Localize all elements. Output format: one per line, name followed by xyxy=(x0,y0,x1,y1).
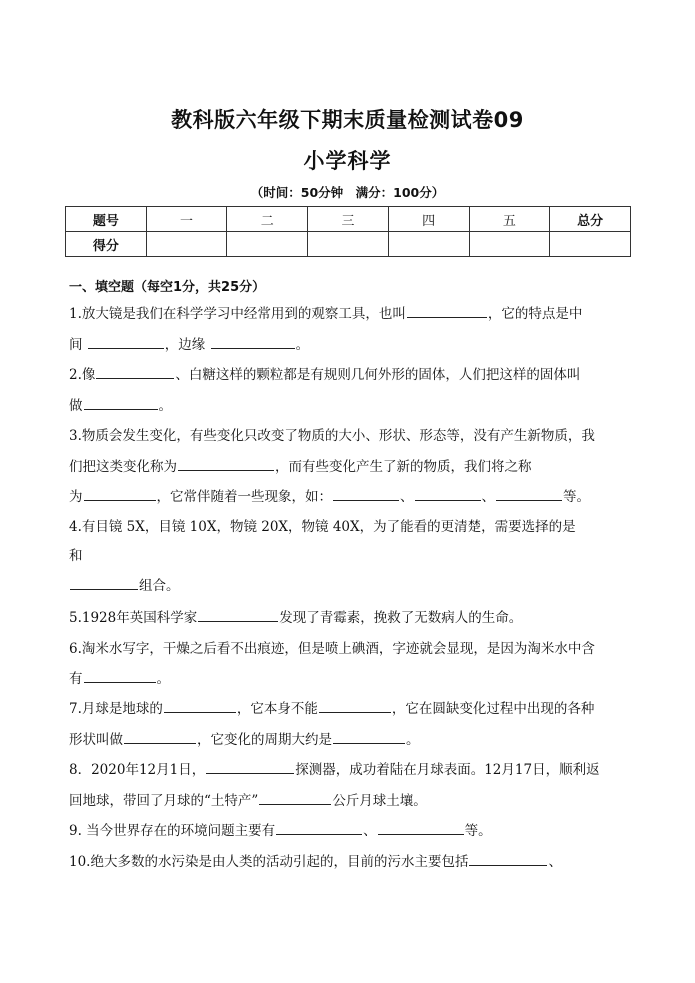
answer-blank[interactable] xyxy=(84,395,158,410)
q7-text-c: ，它在圆缺变化过程中出现的各种 xyxy=(391,701,595,717)
answer-blank[interactable] xyxy=(407,303,487,318)
exam-subtitle: 小学科学 xyxy=(303,149,392,173)
score-col-2: 二 xyxy=(227,207,308,232)
answer-blank[interactable] xyxy=(164,698,236,713)
q6-text-a: 6.淘米水写字，干燥之后看不出痕迹，但是喷上碘酒，字迹就会显现，是因为淘米水中含 xyxy=(69,641,595,657)
answer-blank[interactable] xyxy=(378,820,464,835)
answer-blank[interactable] xyxy=(198,607,278,622)
score-cell[interactable] xyxy=(388,232,469,257)
score-col-4: 四 xyxy=(388,207,469,232)
q2-text-b: 、白糖这样的颗粒都是有规则几何外形的固体，人们把这样的固体叫 xyxy=(175,367,581,383)
answer-blank[interactable] xyxy=(70,575,138,590)
answer-blank[interactable] xyxy=(415,486,481,501)
q1-text-d: ，边缘 xyxy=(164,337,210,353)
answer-blank[interactable] xyxy=(211,334,295,349)
question-1-line-1 xyxy=(69,299,634,329)
score-col-3: 三 xyxy=(308,207,389,232)
score-table-header-row xyxy=(66,207,631,232)
q7-text-a: 7.月球是地球的 xyxy=(69,701,163,717)
answer-blank[interactable] xyxy=(469,851,547,866)
q3-text-a: 3.物质会发生变化，有些变化只改变了物质的大小、形状、形态等，没有产生新物质，我 xyxy=(69,428,595,444)
q6-text-b: 有 xyxy=(69,671,83,687)
q6-text-c: 。 xyxy=(156,671,170,687)
score-table-score-row xyxy=(66,232,631,257)
q7-text-b: ，它本身不能 xyxy=(236,701,318,717)
q5-text-b: 发现了青霉素，挽救了无数病人的生命。 xyxy=(279,610,523,626)
q7-text-e: ，它变化的周期大约是 xyxy=(197,732,332,748)
answer-blank[interactable] xyxy=(276,820,362,835)
answer-blank[interactable] xyxy=(259,790,331,805)
question-3-line-3 xyxy=(69,482,634,512)
question-10 xyxy=(69,847,634,877)
q3-text-f: 、 xyxy=(400,489,414,505)
answer-blank[interactable] xyxy=(496,486,562,501)
answer-blank[interactable] xyxy=(178,456,274,471)
q8-text-b: 探测器，成功着陆在月球表面。12月17日，顺利返 xyxy=(295,762,600,778)
score-col-5: 五 xyxy=(469,207,550,232)
q1-text-a: 1.放大镜是我们在科学学习中经常用到的观察工具，也叫 xyxy=(69,306,406,322)
score-cell[interactable] xyxy=(469,232,550,257)
score-cell[interactable] xyxy=(550,232,631,257)
q5-text-a: 5.1928年英国科学家 xyxy=(69,610,198,626)
question-7-line-1 xyxy=(69,694,634,724)
question-5 xyxy=(69,603,634,633)
question-6-line-2 xyxy=(69,664,634,694)
question-2-line-1 xyxy=(69,360,634,390)
time-info: （时间：50分钟 满分：100分） xyxy=(250,185,445,200)
answer-blank[interactable] xyxy=(206,759,294,774)
score-cell[interactable] xyxy=(227,232,308,257)
question-9 xyxy=(69,816,634,846)
q4-text-c: 组合。 xyxy=(139,578,180,594)
score-cell[interactable] xyxy=(308,232,389,257)
answer-blank[interactable] xyxy=(333,486,399,501)
q8-text-a: 8．2020年12月1日， xyxy=(69,762,206,778)
question-8-line-1 xyxy=(69,755,634,785)
question-4-line-2 xyxy=(69,541,634,571)
q9-text-a: 9. 当今世界存在的环境问题主要有 xyxy=(69,823,276,839)
q8-text-d: 公斤月球土壤。 xyxy=(332,793,427,809)
answer-blank[interactable] xyxy=(88,334,164,349)
question-4-line-3 xyxy=(69,571,634,601)
q7-text-f: 。 xyxy=(406,732,420,748)
question-8-line-2 xyxy=(69,786,634,816)
q2-text-a: 2.像 xyxy=(69,367,96,383)
q9-text-c: 等。 xyxy=(464,823,492,839)
score-header-label: 题号 xyxy=(66,207,147,232)
question-4-line-1 xyxy=(69,512,634,542)
question-3-line-2 xyxy=(69,452,634,482)
q3-text-h: 等。 xyxy=(563,489,590,505)
q2-text-d: 。 xyxy=(158,398,172,414)
q2-text-c: 做 xyxy=(69,398,83,414)
score-col-total: 总分 xyxy=(550,207,631,232)
question-2-line-2 xyxy=(69,391,634,421)
answer-blank[interactable] xyxy=(84,668,156,683)
q9-text-b: 、 xyxy=(363,823,377,839)
section-heading: 一、填空题（每空1分，共25分） xyxy=(69,280,266,295)
score-cell[interactable] xyxy=(146,232,227,257)
answer-blank[interactable] xyxy=(333,729,405,744)
question-6-line-1 xyxy=(69,634,634,664)
answer-blank[interactable] xyxy=(124,729,196,744)
answer-blank[interactable] xyxy=(84,486,156,501)
exam-title: 教科版六年级下期末质量检测试卷09 xyxy=(171,108,524,132)
question-3-line-1 xyxy=(69,421,634,451)
question-1-line-2 xyxy=(69,330,634,360)
question-7-line-2 xyxy=(69,725,634,755)
score-table xyxy=(65,206,631,257)
q10-text-b: 、 xyxy=(548,854,562,870)
q1-text-c: 间 xyxy=(69,337,87,353)
q3-text-c: ，而有些变化产生了新的物质，我们将之称 xyxy=(275,459,532,475)
q7-text-d: 形状叫做 xyxy=(69,732,123,748)
q4-text-b: 和 xyxy=(69,548,83,564)
q3-text-e: ，它常伴随着一些现象，如： xyxy=(156,489,332,505)
score-row-label: 得分 xyxy=(66,232,147,257)
score-col-1: 一 xyxy=(146,207,227,232)
answer-blank[interactable] xyxy=(96,364,174,379)
q4-text-a: 4.有目镜 5X，目镜 10X，物镜 20X，物镜 40X，为了能看的更清楚，需要选择的是 xyxy=(69,519,576,535)
q1-text-e: 。 xyxy=(295,337,310,353)
answer-blank[interactable] xyxy=(319,698,391,713)
q3-text-g: 、 xyxy=(481,489,495,505)
q3-text-b: 们把这类变化称为 xyxy=(69,459,177,475)
q10-text-a: 10.绝大多数的水污染是由人类的活动引起的，目前的污水主要包括 xyxy=(69,854,469,870)
q3-text-d: 为 xyxy=(69,489,83,505)
q1-text-b: ，它的特点是中 xyxy=(487,306,583,322)
q8-text-c: 回地球，带回了月球的“土特产” xyxy=(69,793,259,809)
